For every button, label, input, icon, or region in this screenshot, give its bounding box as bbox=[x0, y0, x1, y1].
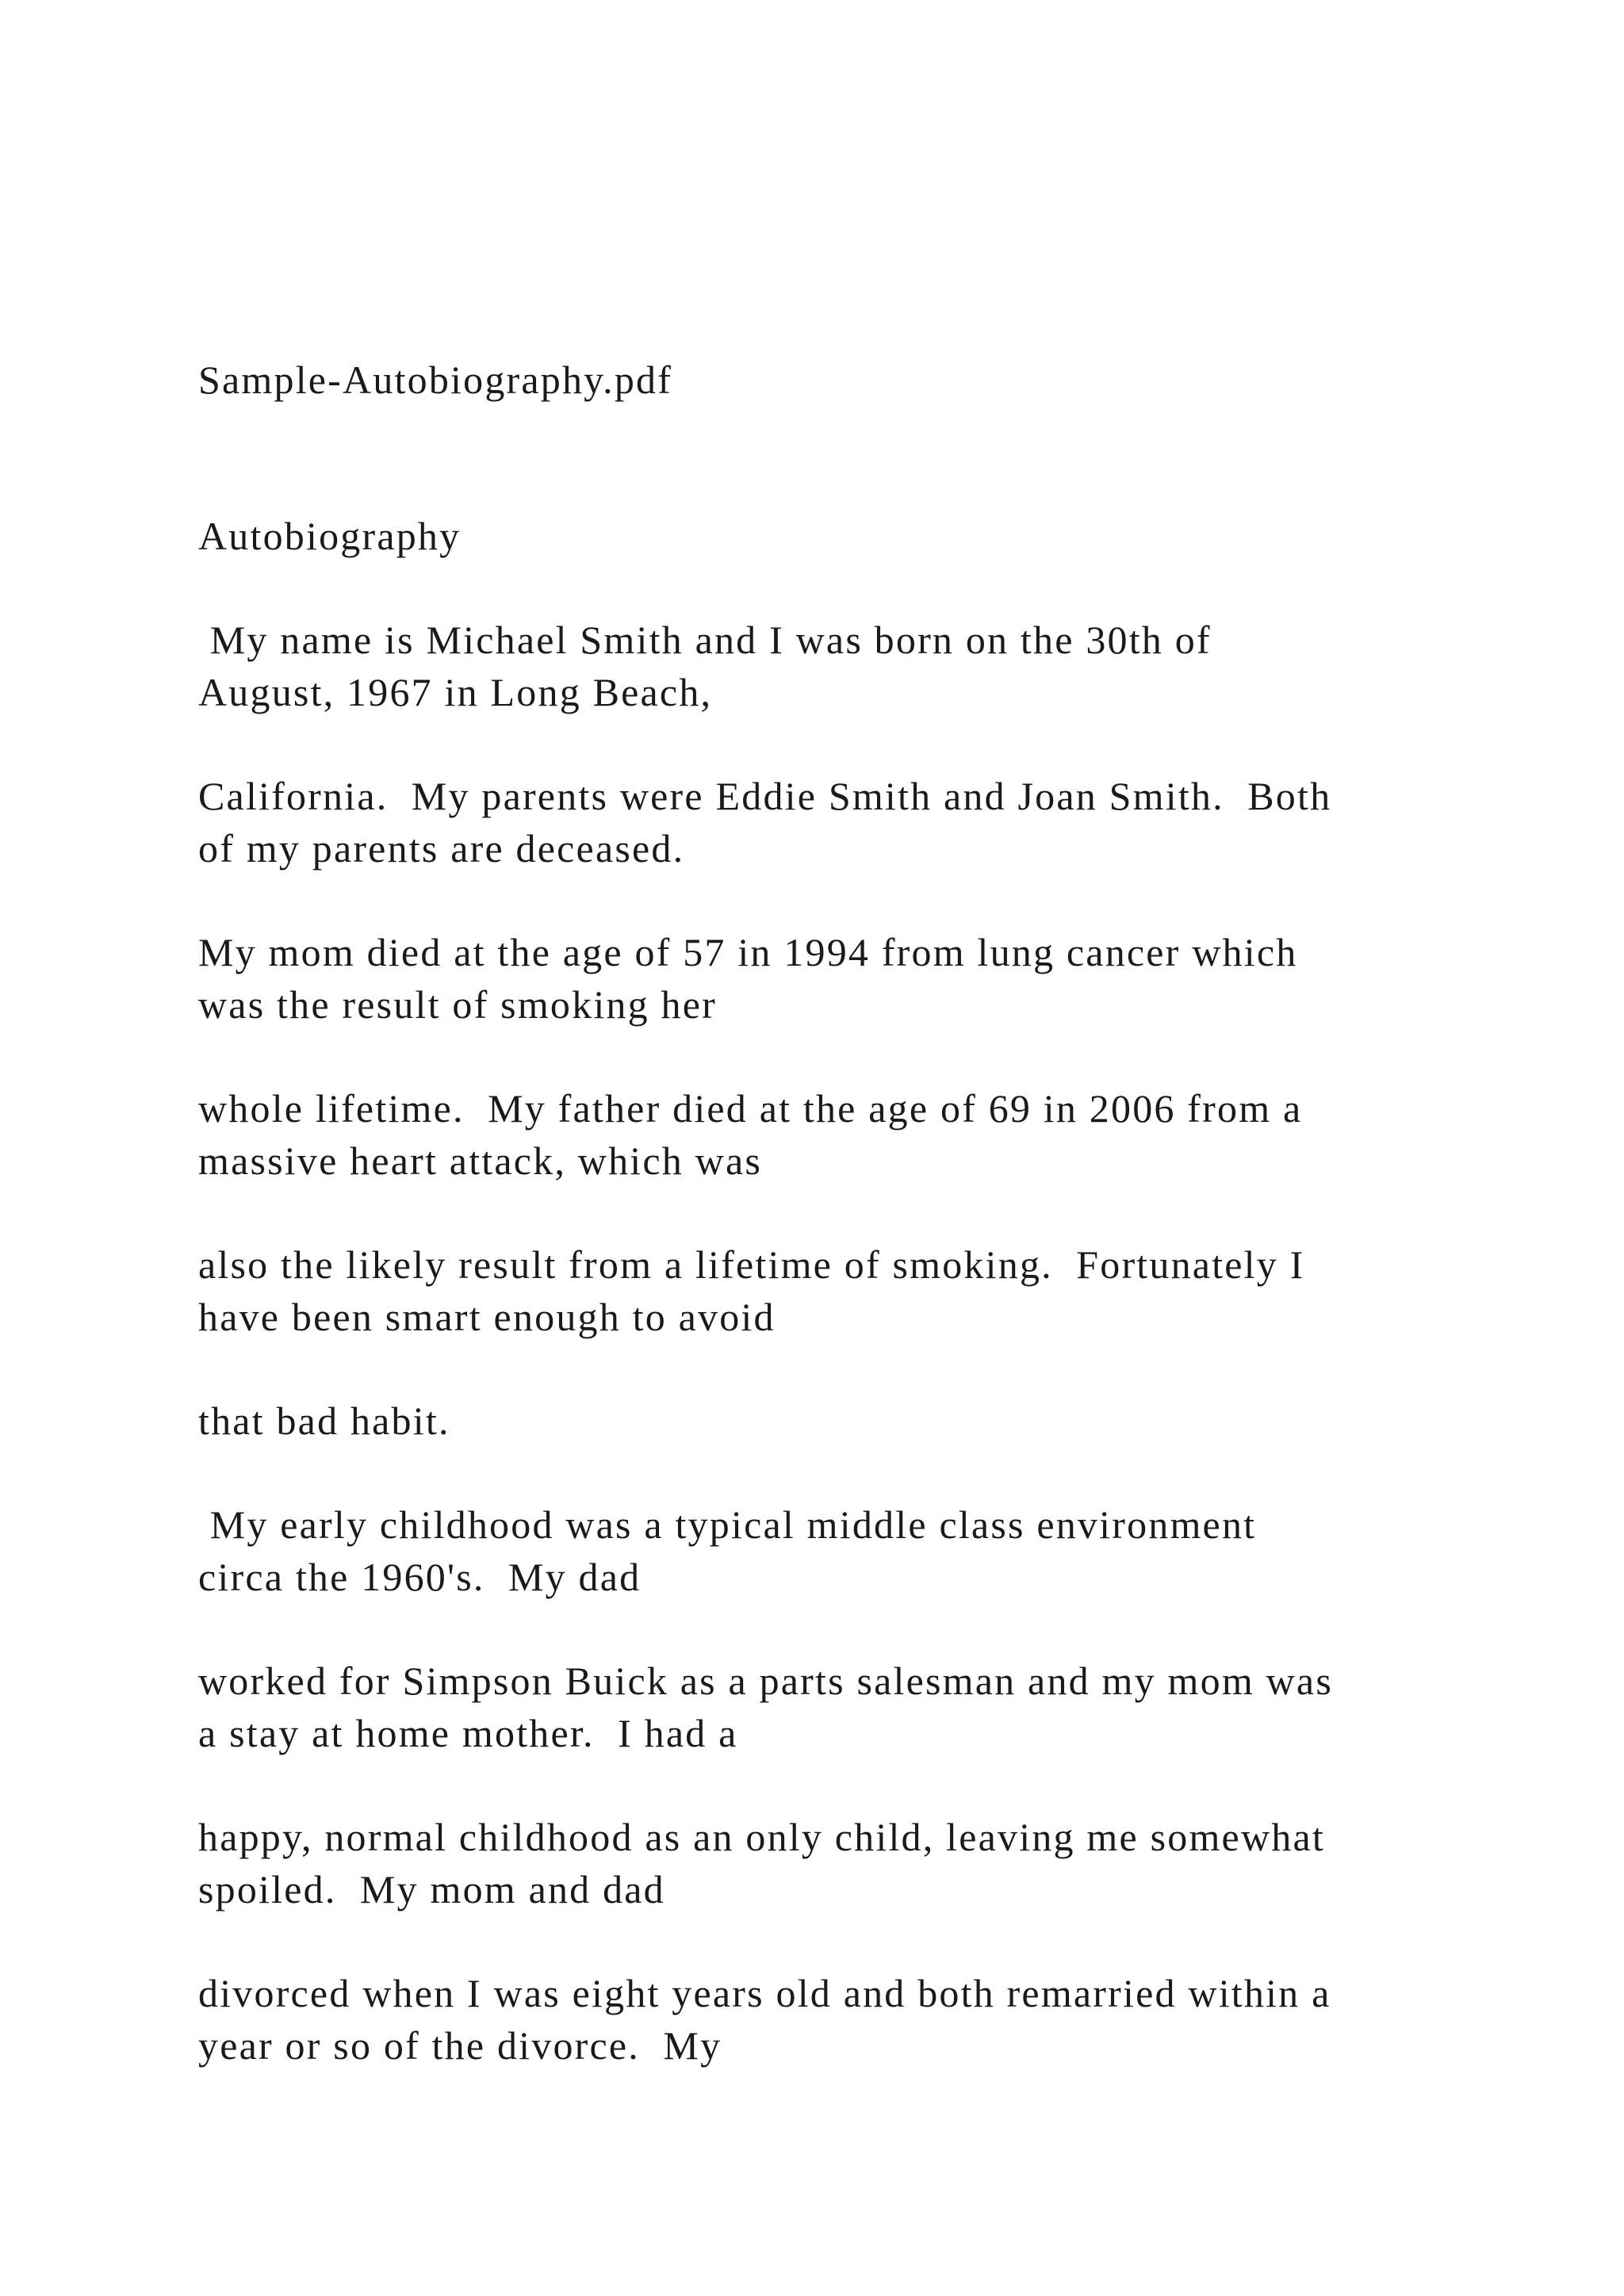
body-line: a stay at home mother. I had a bbox=[198, 1711, 738, 1755]
body-line: worked for Simpson Buick as a parts salesman and my mom was bbox=[198, 1659, 1333, 1703]
body-line: have been smart enough to avoid bbox=[198, 1295, 776, 1339]
document-filename: Sample-Autobiography.pdf bbox=[198, 358, 673, 402]
body-line: also the likely result from a lifetime of smoking. Fortunately I bbox=[198, 1242, 1305, 1287]
body-line: whole lifetime. My father died at the age of 69 in 2006 from a bbox=[198, 1086, 1303, 1131]
body-line: happy, normal childhood as an only child, leaving me somewhat bbox=[198, 1815, 1325, 1859]
body-line: My mom died at the age of 57 in 1994 from lung cancer which bbox=[198, 930, 1298, 974]
body-line: spoiled. My mom and dad bbox=[198, 1867, 665, 1911]
body-line: of my parents are deceased. bbox=[198, 826, 685, 871]
document-title: Autobiography bbox=[198, 514, 462, 558]
body-line: My early childhood was a typical middle class environment bbox=[198, 1502, 1257, 1547]
body-line: year or so of the divorce. My bbox=[198, 2023, 722, 2068]
body-line: circa the 1960's. My dad bbox=[198, 1555, 642, 1599]
body-line: California. My parents were Eddie Smith and Joan Smith. Both bbox=[198, 774, 1332, 818]
body-line: was the result of smoking her bbox=[198, 982, 717, 1027]
body-line: My name is Michael Smith and I was born on the 30th of bbox=[198, 618, 1212, 662]
body-line: that bad habit. bbox=[198, 1399, 450, 1443]
body-line: divorced when I was eight years old and both remarried within a bbox=[198, 1971, 1331, 2015]
body-line: massive heart attack, which was bbox=[198, 1138, 763, 1183]
body-line: August, 1967 in Long Beach, bbox=[198, 670, 713, 714]
